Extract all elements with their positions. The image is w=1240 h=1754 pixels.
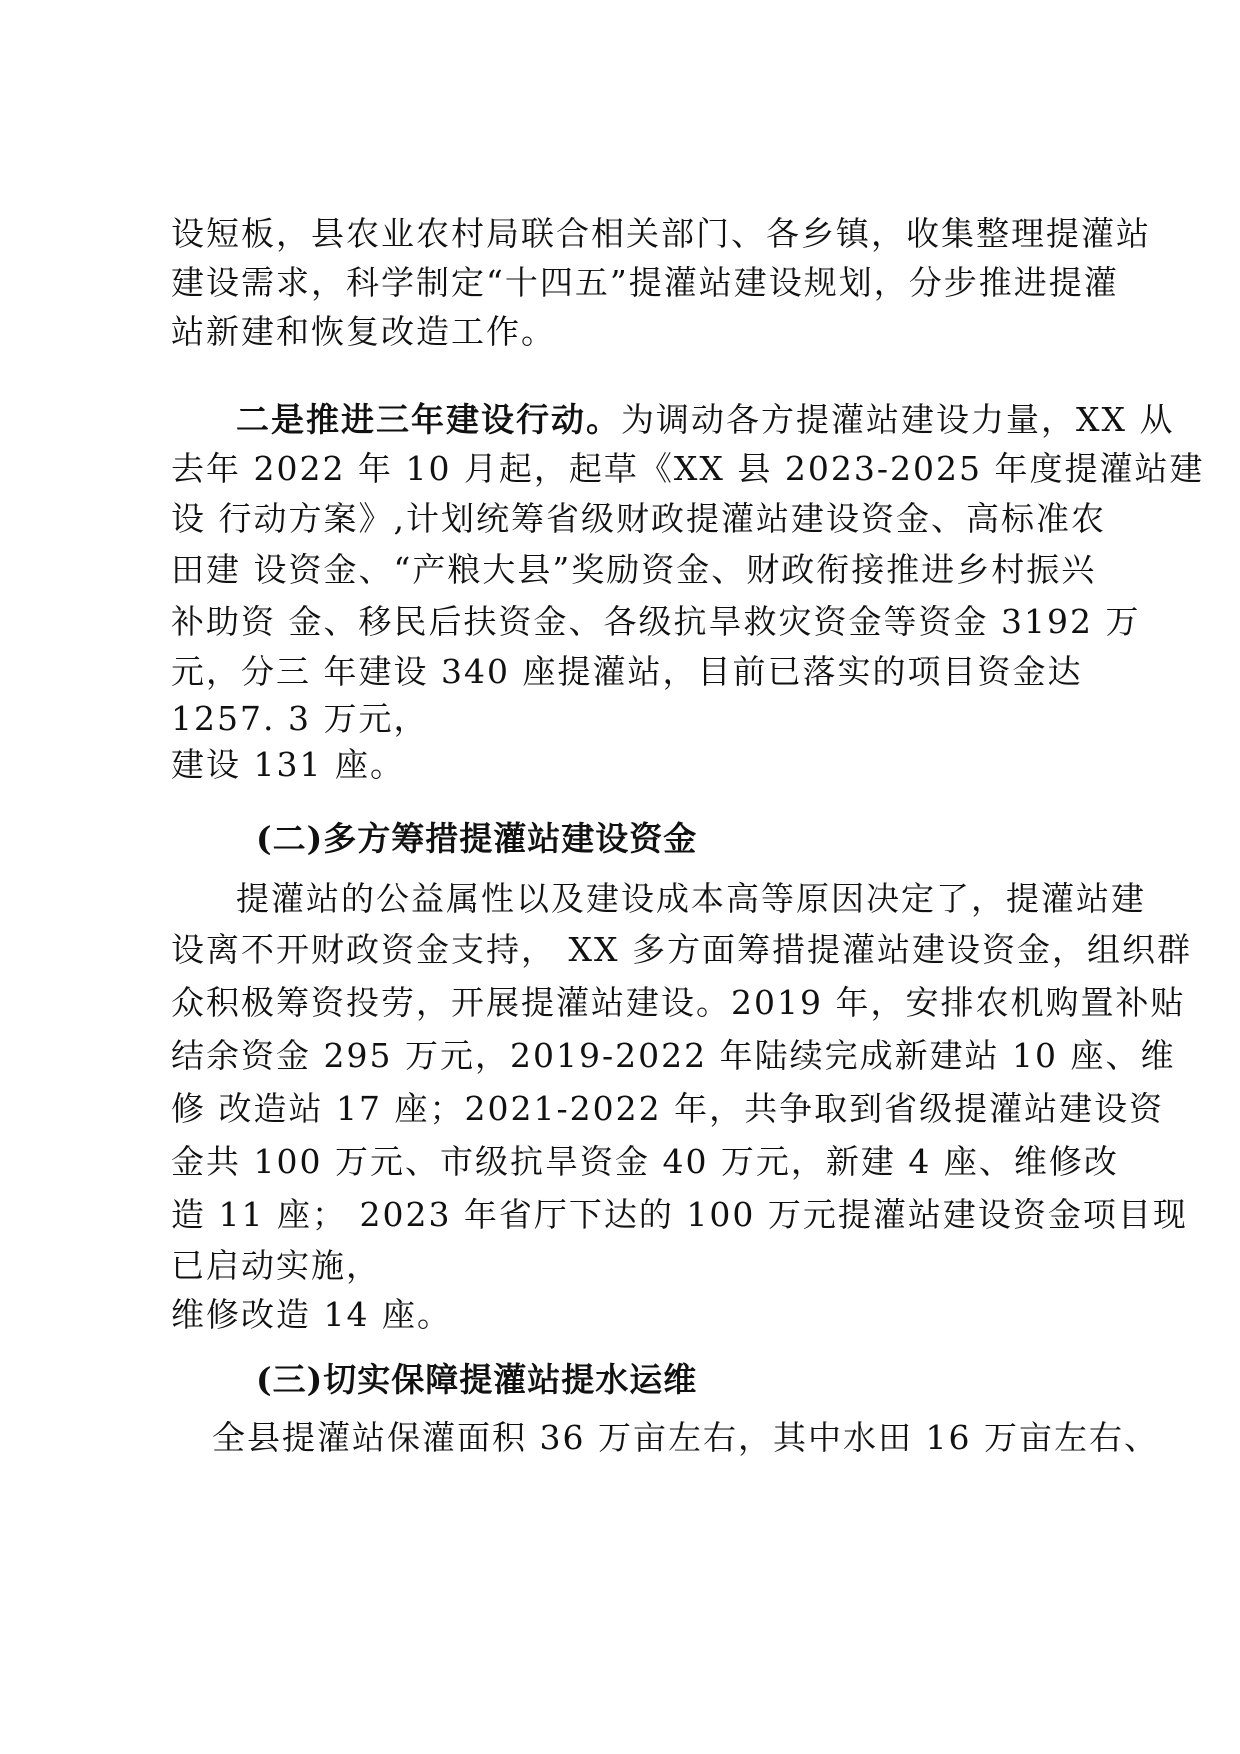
paragraph-line: 提灌站的公益属性以及建设成本高等原因决定了，提灌站建 <box>236 879 1146 918</box>
paragraph-line: 元，分三 年建设 340 座提灌站，目前已落实的项目资金达 <box>171 652 1083 691</box>
paragraph-line: 已启动实施， <box>171 1246 381 1285</box>
paragraph-line: 造 11 座； 2023 年省厅下达的 100 万元提灌站建设资金项目现 <box>171 1195 1188 1234</box>
paragraph-line: 建设 131 座。 <box>171 745 405 784</box>
paragraph-lead: 二是推进三年建设行动。 <box>236 400 621 439</box>
paragraph-line: 二是推进三年建设行动。为调动各方提灌站建设力量，XX 从 <box>236 400 1175 439</box>
paragraph-line: 结余资金 295 万元，2019-2022 年陆续完成新建站 10 座、维 <box>171 1036 1176 1075</box>
paragraph-line: 设短板，县农业农村局联合相关部门、各乡镇，收集整理提灌站 <box>171 214 1151 253</box>
paragraph-line: 设 行动方案》,计划统筹省级财政提灌站建设资金、高标准农 <box>171 499 1106 538</box>
paragraph-line: 补助资 金、移民后扶资金、各级抗旱救灾资金等资金 3192 万 <box>171 602 1141 641</box>
paragraph-line: 全县提灌站保灌面积 36 万亩左右，其中水田 16 万亩左右、 <box>212 1418 1159 1457</box>
section-heading: (三)切实保障提灌站提水运维 <box>256 1360 698 1399</box>
paragraph-line: 维修改造 14 座。 <box>171 1295 452 1334</box>
paragraph-line: 站新建和恢复改造工作。 <box>171 312 556 351</box>
section-heading: (二)多方筹措提灌站建设资金 <box>256 819 698 858</box>
paragraph-line: 田建 设资金、“产粮大县”奖励资金、财政衔接推进乡村振兴 <box>171 550 1097 589</box>
paragraph-line: 去年 2022 年 10 月起，起草《XX 县 2023-2025 年度提灌站建 <box>171 449 1205 488</box>
paragraph-line: 设离不开财政资金支持， XX 多方面筹措提灌站建设资金，组织群 <box>171 930 1192 969</box>
paragraph-line: 1257. 3 万元， <box>171 699 429 738</box>
paragraph-line: 修 改造站 17 座；2021-2022 年，共争取到省级提灌站建设资 <box>171 1089 1165 1128</box>
paragraph-line: 建设需求，科学制定“十四五”提灌站建设规划，分步推进提灌 <box>171 263 1119 302</box>
paragraph-line: 金共 100 万元、市级抗旱资金 40 万元，新建 4 座、维修改 <box>171 1142 1119 1181</box>
paragraph-line: 众积极筹资投劳，开展提灌站建设。2019 年，安排农机购置补贴 <box>171 983 1186 1022</box>
